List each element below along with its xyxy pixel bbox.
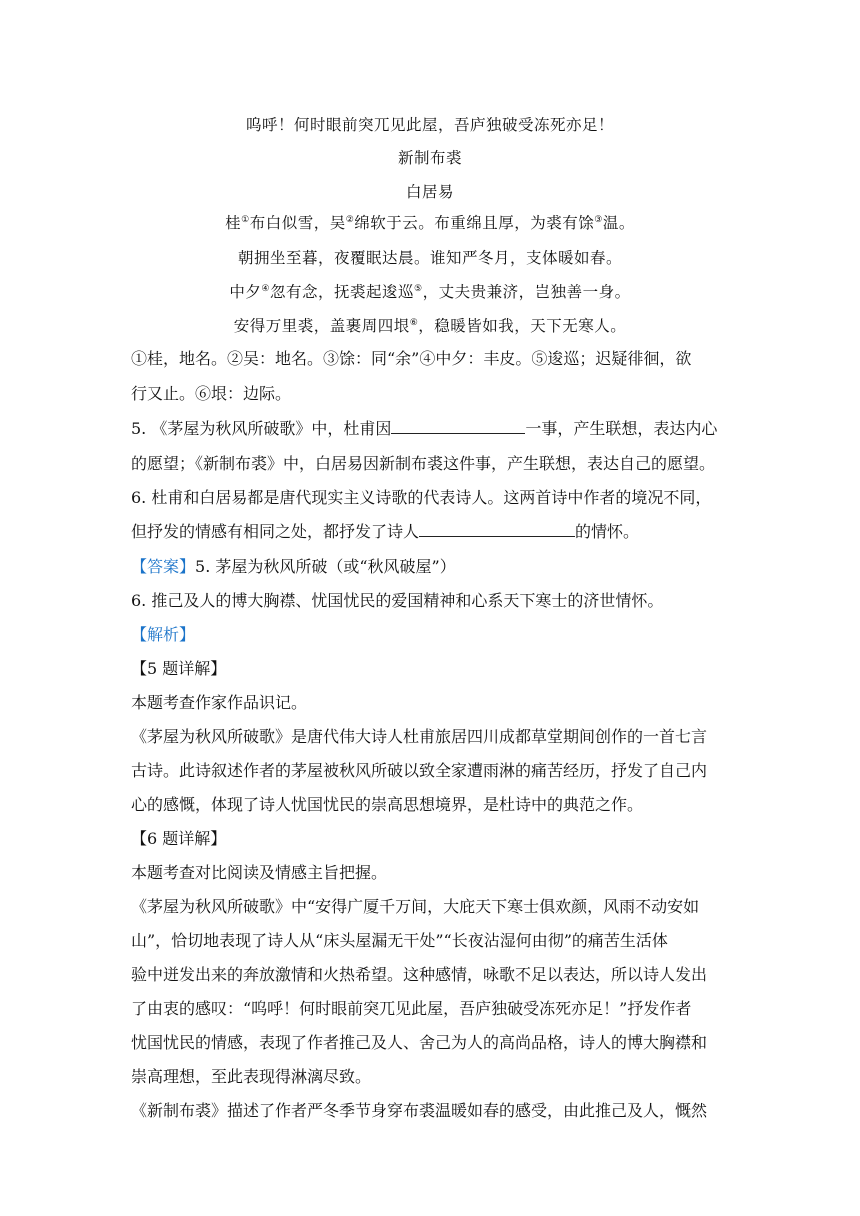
answer-label: 【答案】 bbox=[131, 557, 196, 576]
notes-line-1: ①桂，地名。②吴：地名。③馀：同“余”④中夕：丰皮。⑤逡巡；迟疑徘徊，欲 bbox=[131, 349, 692, 368]
analysis-heading-5: 【5 题详解】 bbox=[131, 659, 227, 678]
question-text: 5. 《茅屋为秋风所破歌》中，杜甫因 bbox=[131, 419, 392, 438]
poem-text: 中夕 bbox=[229, 283, 262, 301]
footnote-mark: ④ bbox=[261, 283, 270, 294]
poem-text: ，稳暖皆如我，天下无寒人。 bbox=[418, 317, 627, 335]
poem-title: 新制布裘 bbox=[397, 149, 462, 167]
poem-author: 白居易 bbox=[405, 183, 454, 201]
answer-line-5 bbox=[131, 554, 731, 577]
question-5-line-2: 的愿望；《新制布裘》中，白居易因新制布裘这件事，产生联想，表达自己的愿望。 bbox=[131, 454, 716, 473]
footnote-mark: ① bbox=[241, 214, 250, 225]
analysis-label: 【解析】 bbox=[131, 625, 196, 644]
poem-text: 忽有念，抚裘起逡巡 bbox=[269, 283, 414, 301]
poem-text: 布白似雪，吴 bbox=[249, 214, 346, 232]
poem-line-1 bbox=[0, 211, 860, 233]
analysis-paragraph: 本题考查对比阅读及情感主旨把握。 bbox=[131, 863, 388, 882]
footnote-mark: ⑤ bbox=[414, 283, 423, 294]
poem-line-4 bbox=[0, 314, 860, 336]
poem-text: 温。 bbox=[602, 214, 635, 232]
poem-text: ，丈夫贵兼济，岂独善一身。 bbox=[422, 283, 631, 301]
question-text: 但抒发的情感有相同之处，都抒发了诗人 bbox=[131, 522, 420, 541]
analysis-heading-6: 【6 题详解】 bbox=[131, 829, 227, 848]
question-5-line-1 bbox=[131, 416, 731, 439]
analysis-paragraph: 《茅屋为秋风所破歌》中“安得广厦千万间，大庇天下寒士俱欢颜，风雨不动安如 bbox=[131, 897, 700, 916]
analysis-paragraph: 忧国忧民的情感，表现了作者推己及人、舍己为人的高尚品格，诗人的博大胸襟和 bbox=[131, 1033, 708, 1052]
poem-text: 桂 bbox=[225, 214, 242, 232]
question-text: 的情怀。 bbox=[575, 522, 640, 541]
analysis-paragraph: 古诗。此诗叙述作者的茅屋被秋风所破以致全家遭雨淋的痛苦经历，抒发了自己内 bbox=[131, 761, 708, 780]
analysis-paragraph: 山”，恰切地表现了诗人从“床头屋漏无干处”“长夜沾湿何由彻”的痛苦生活体 bbox=[131, 931, 668, 950]
analysis-paragraph: 《新制布裘》描述了作者严冬季节身穿布裘温暖如春的感受，由此推己及人，慨然 bbox=[131, 1101, 708, 1120]
answer-line-6: 6. 推己及人的博大胸襟、忧国忧民的爱国精神和心系天下寒士的济世情怀。 bbox=[131, 591, 664, 610]
analysis-paragraph: 心的感慨，体现了诗人忧国忧民的崇高思想境界，是杜诗中的典范之作。 bbox=[131, 795, 644, 814]
analysis-paragraph: 崇高理想，至此表现得淋漓尽致。 bbox=[131, 1067, 372, 1086]
poem-text: 绵软于云。布重绵且厚，为裘有馀 bbox=[354, 214, 595, 232]
analysis-paragraph: 了由衷的感叹：“呜呼！何时眼前突兀见此屋，吾庐独破受冻死亦足！”抒发作者 bbox=[131, 999, 692, 1018]
poem-line-3 bbox=[0, 280, 860, 302]
analysis-paragraph: 《茅屋为秋风所破歌》是唐代伟大诗人杜甫旅居四川成都草堂期间创作的一首七言 bbox=[131, 727, 708, 746]
footnote-mark: ③ bbox=[594, 214, 603, 225]
question-text: 一事，产生联想，表达内心 bbox=[525, 419, 718, 438]
answer-blank bbox=[391, 419, 525, 434]
question-6-line-1: 6. 杜甫和白居易都是唐代现实主义诗歌的代表诗人。这两首诗中作者的境况不同， bbox=[131, 488, 712, 507]
poem-line-2: 朝拥坐至暮，夜覆眠达晨。谁知严冬月，支体暖如春。 bbox=[237, 249, 622, 267]
answer-text: 5. 茅屋为秋风所破（或“秋风破屋”） bbox=[195, 557, 456, 576]
analysis-paragraph: 本题考查作家作品识记。 bbox=[131, 693, 308, 712]
answer-blank bbox=[419, 522, 575, 537]
poem-du-last-line: 呜呼！何时眼前突兀见此屋，吾庐独破受冻死亦足！ bbox=[245, 116, 614, 134]
analysis-paragraph: 验中迸发出来的奔放激情和火热希望。这种感情，咏歌不足以表达，所以诗人发出 bbox=[131, 965, 708, 984]
notes-line-2: 行又止。⑥垠：边际。 bbox=[131, 384, 292, 403]
footnote-mark: ② bbox=[345, 214, 355, 225]
poem-text: 安得万里裘，盖裹周四垠 bbox=[233, 317, 410, 335]
question-6-line-2 bbox=[131, 519, 731, 542]
footnote-mark: ⑥ bbox=[409, 317, 419, 328]
